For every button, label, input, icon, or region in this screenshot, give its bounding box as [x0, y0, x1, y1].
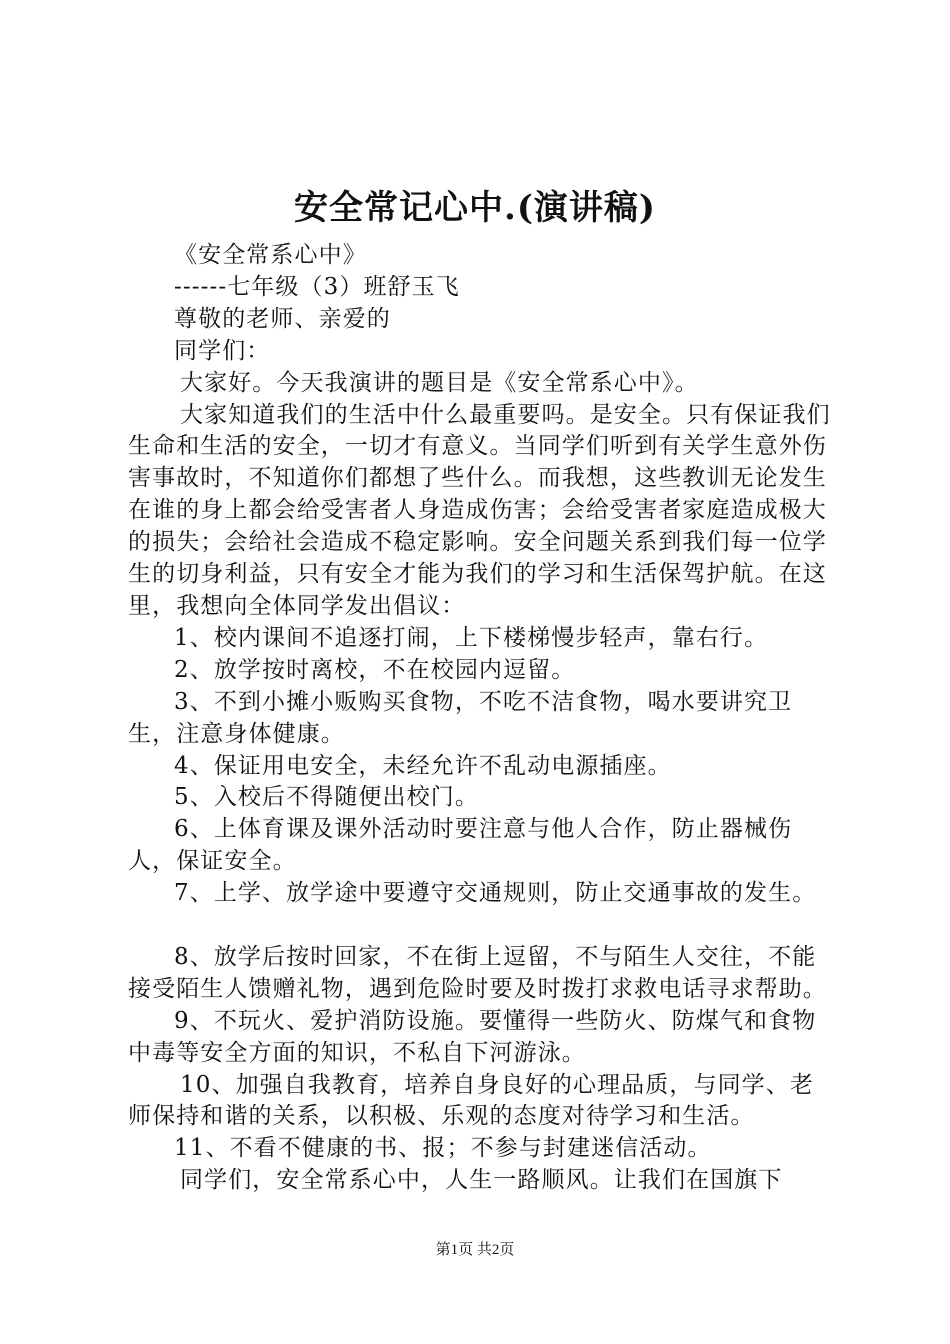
- greeting-paragraph: 大家好。今天我演讲的题目是《安全常系心中》。: [180, 369, 699, 396]
- proposal-item: 3、不到小摊小贩购买食物，不吃不洁食物，喝水要讲究卫生，注意身体健康。: [128, 688, 793, 747]
- document-title: 安全常记心中.(演讲稿): [293, 188, 656, 228]
- proposal-item: 11、不看不健康的书、报；不参与封建迷信活动。: [174, 1135, 712, 1162]
- proposal-item: 2、放学按时离校，不在校园内逗留。: [174, 656, 576, 683]
- proposal-item: 1、校内课间不追逐打闹，上下楼梯慢步轻声，靠右行。: [174, 624, 769, 651]
- salutation-line: 尊敬的老师、亲爱的: [174, 305, 391, 332]
- author-line: ------七年级（3）班舒玉飞: [174, 273, 460, 300]
- proposal-item: 10、加强自我教育，培养自身良好的心理品质，与同学、老师保持和谐的关系，以积极、乐观的态度对待学习和生活。: [128, 1071, 814, 1130]
- blank-line: [128, 910, 834, 942]
- document-body: [128, 240, 834, 1197]
- proposal-item: 8、放学后按时回家，不在街上逗留，不与陌生人交往，不能接受陌生人馈赠礼物，遇到危险时要及时拨打求救电话寻求帮助。: [128, 943, 827, 1002]
- proposal-item: 4、保证用电安全，未经允许不乱动电源插座。: [174, 752, 672, 779]
- proposal-item: 6、上体育课及课外活动时要注意与他人合作，防止器械伤人，保证安全。: [128, 816, 793, 875]
- salutation-line: 同学们：: [174, 337, 271, 364]
- proposal-item: 7、上学、放学途中要遵守交通规则，防止交通事故的发生。: [174, 880, 817, 907]
- page-number-footer: 第1页 共2页: [435, 1242, 515, 1258]
- intro-paragraph: 大家知道我们的生活中什么最重要吗。是安全。只有保证我们生命和生活的安全，一切才有意义。当同学们听到有关学生意外伤害事故时，不知道你们都想了些什么。而我想，这些教训无论发生在谁的身上都会给受害者人身造成伤害；会给受害者家庭造成极大的损失；会给社会造成不稳定影响。安全问题关系到我们每一位学生的切身利益，只有安全才能为我们的学习和生活保驾护航。在这里，我想向全体同学发出倡议：: [128, 401, 831, 619]
- closing-paragraph: 同学们，安全常系心中，人生一路顺风。让我们在国旗下: [180, 1167, 783, 1194]
- proposal-item: 9、不玩火、爱护消防设施。要懂得一些防火、防煤气和食物中毒等安全方面的知识，不私自下河游泳。: [128, 1007, 817, 1066]
- speech-title-line: 《安全常系心中》: [174, 242, 367, 268]
- proposal-item: 5、入校后不得随便出校门。: [174, 784, 479, 811]
